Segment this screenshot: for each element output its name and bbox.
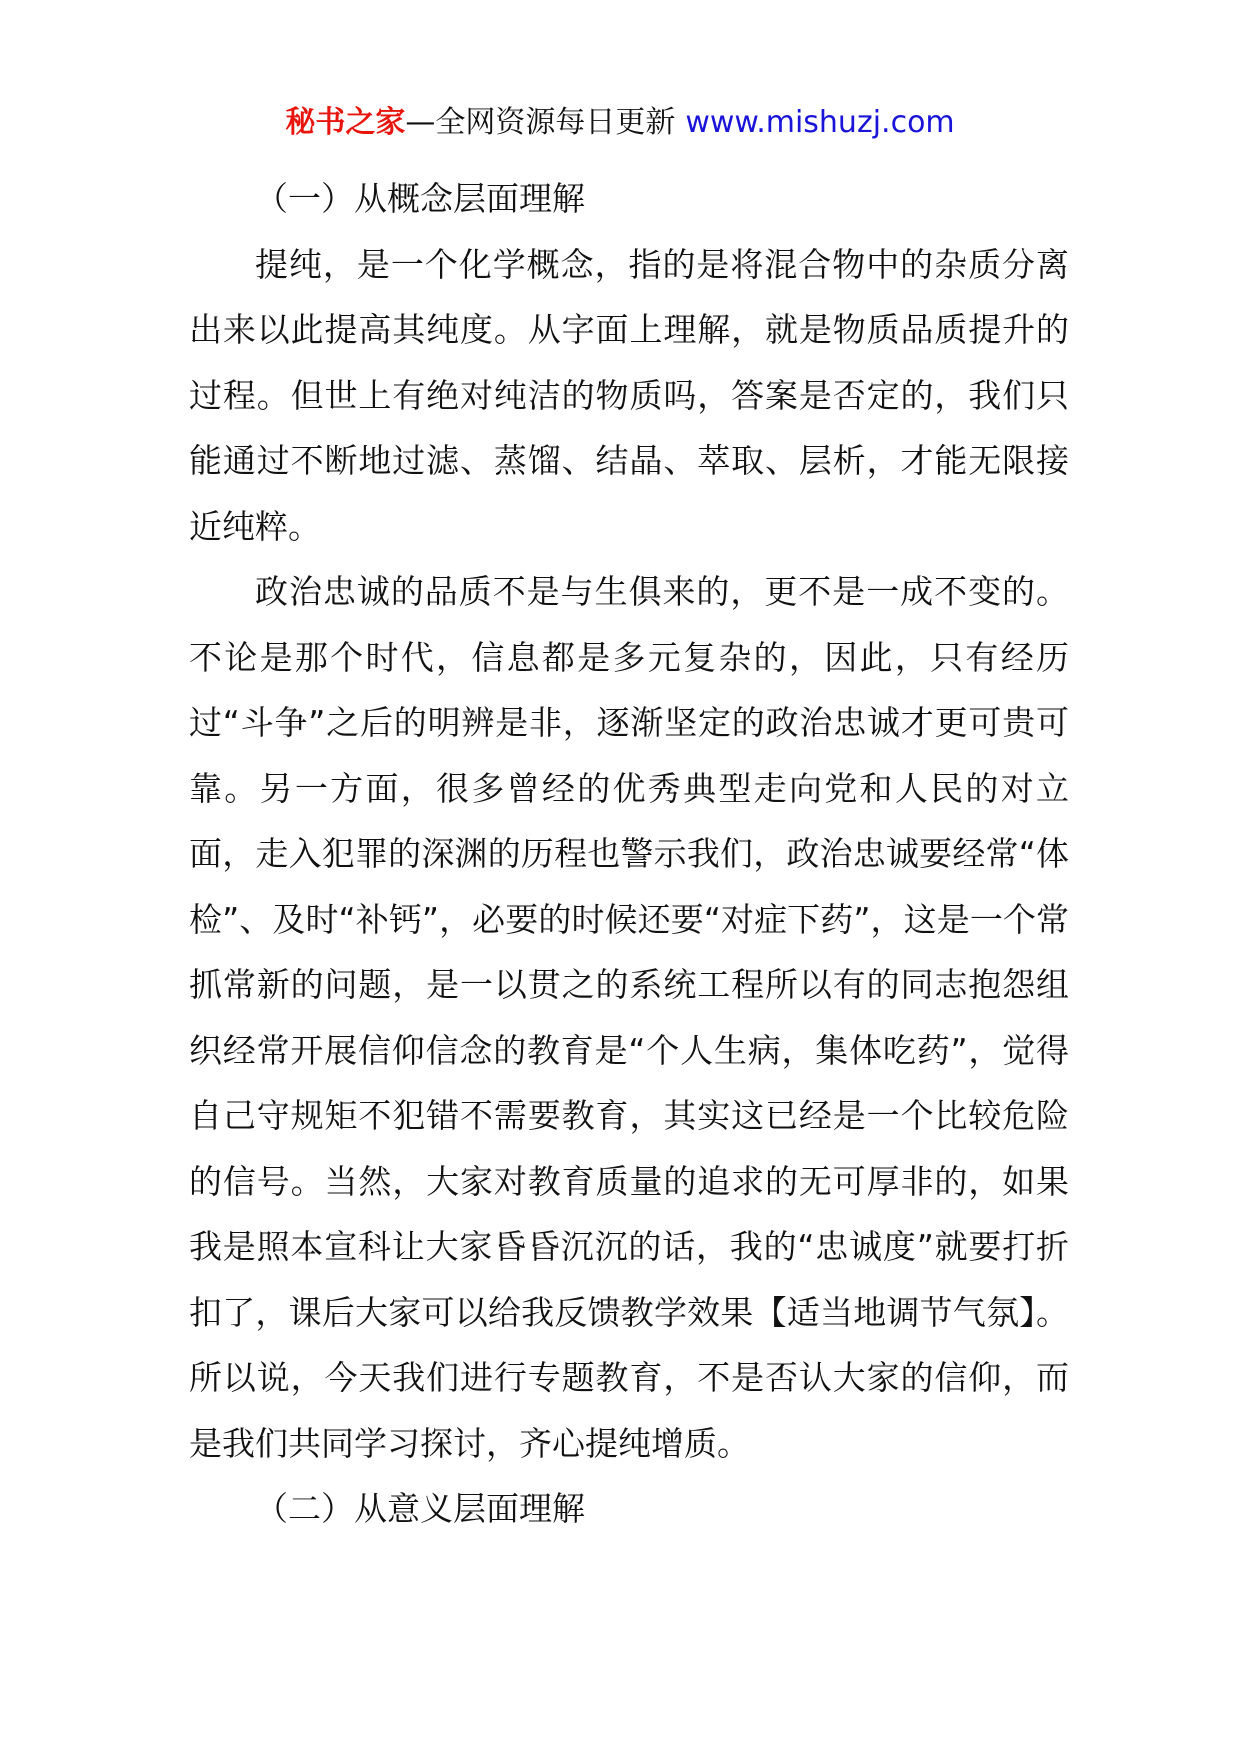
paragraph-purification: 提纯，是一个化学概念，指的是将混合物中的杂质分离出来以此提高其纯度。从字面上理解，就是物质品质提升的过程。但世上有绝对纯洁的物质吗，答案是否定的，我们只能通过不断地过滤、蒸馏、结晶、萃取、层析，才能无限接近纯粹。: [189, 244, 1069, 546]
paragraph-political-loyalty: 政治忠诚的品质不是与生俱来的，更不是一成不变的。不论是那个时代，信息都是多元复杂的，因此，只有经历过“斗争”之后的明辨是非，逐渐坚定的政治忠诚才更可贵可靠。另一方面，很多曾经的优秀典型走向党和人民的对立面，走入犯罪的深渊的历程也警示我们，政治忠诚要经常“体检”、及时“补钙”，必要的时候还要“对症下药”，这是一个常抓常新的问题，是一以贯之的系统工程所以有的同志抱怨组织经常开展信仰信念的教育是“个人生病，集体吃药”，觉得自己守规矩不犯错不需要教育，其实这已经是一个比较危险的信号。当然，大家对教育质量的追求的无可厚非的，如果我是照本宣科让大家昏昏沉沉的话，我的“忠诚度”就要打折扣了，课后大家可以给我反馈教学效果【适当地调节气氛】。所以说，今天我们进行专题教育，不是否认大家的信仰，而是我们共同学习探讨，齐心提纯增质。: [189, 572, 1069, 1463]
section-heading-concept: （一）从概念层面理解: [255, 179, 585, 218]
section-heading-meaning: （二）从意义层面理解: [255, 1489, 585, 1528]
page-header: [0, 100, 1240, 146]
document-body: [189, 166, 1069, 1542]
header-tagline: —全网资源每日更新: [405, 105, 676, 140]
brand-name: 秘书之家: [285, 105, 406, 140]
site-url-link[interactable]: www.mishuzj.com: [685, 105, 955, 140]
